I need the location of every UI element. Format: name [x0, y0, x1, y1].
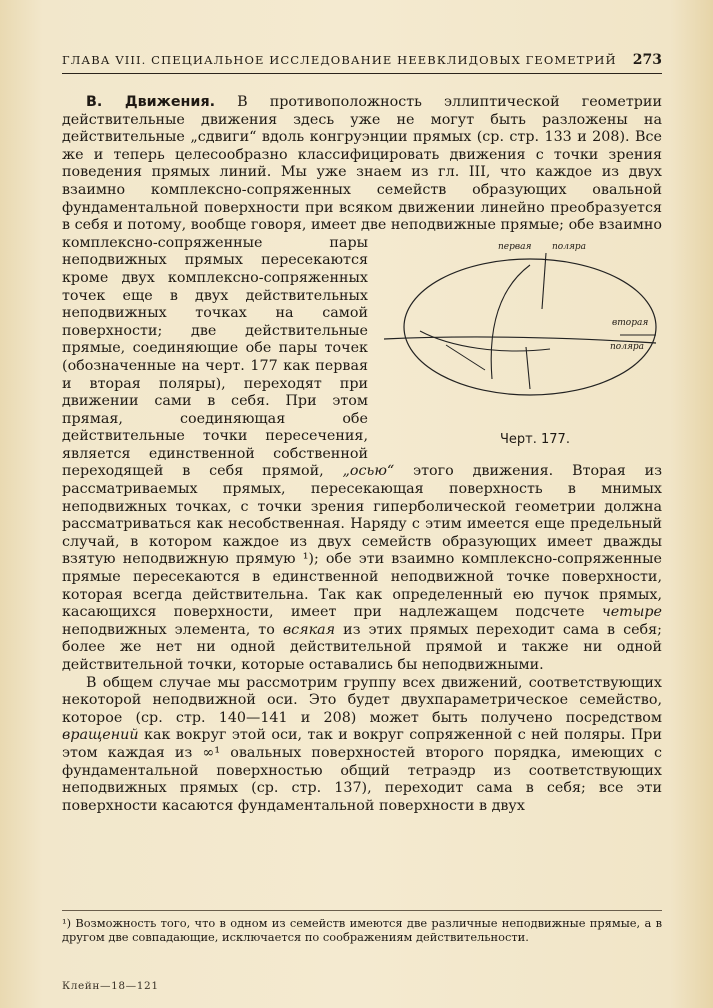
paragraph-1-text-c: ; обе эти взаимно комплексно-сопряженные прямые пересекаются в единственной неподвижной точке поверхности, которая всегда действительна. Так как определенный ею пучок прямых, касающихся поверхности, имеет при надлежащем подсчете [62, 551, 662, 621]
paragraph-1-text-a-continued: обе взаимно комплексно-сопряженные пары неподвижных прямых пересекаются кроме двух комплексно-сопряженных точек еще в двух действительных неподвижных точках на самой поверхности; две действительные прямые, соединяющие обе пары точек (обозначенные на черт. 177 как первая и вторая поляры), переходят при движении сами в себя. При этом прямая, соединяющая обе действительные точки пересечения, является единственной собственной переходящей в себя прямой, [62, 217, 662, 480]
paragraph-1-text-b: этого движения. Вторая из рассматриваемых прямых, пересекающая поверхность в мнимых неподвижных точках, с точки зрения гиперболической геометрии должна рассматриваться как несобственная. Наряду с этим имеется еще предельный случай, в котором каждое из двух семейств образующих имеет дважды взятую неподвижную прямую [62, 463, 662, 568]
body-text [62, 94, 662, 815]
paragraph-1-text-d: неподвижных элемента, то [62, 621, 283, 638]
paragraph-1 [62, 94, 662, 675]
paragraph-2-text-b: как вокруг этой оси, так и вокруг сопряженной с ней поляры. При этом каждая из ∞¹ овальных поверхностей второго порядка, имеющих с фундаментальной поверхностью общий тетраэдр из соответствующих неподвижных прямых (ср. стр. 137), переходит сама в себя; все эти поверхности касаются фундаментальной поверхности в двух [62, 727, 662, 814]
label-polar-right: поляра [610, 341, 645, 352]
paragraph-1-text-a: В противоположность эллиптической геометрии действительные движения здесь уже не могут быть разложены на действительные „сдвиги“ вдоль конгруэнции прямых (ср. стр. 133 и 208). Все же и теперь целесообразно классифицировать движения с точки зрения поведения прямых линий. Мы уже знаем из гл. III, что каждое из двух взаимно комплексно-сопряженных семейств образующих овальной фундаментальной поверхности при всяком движении линейно преобразуется в себя и потому, вообще говоря, имеет две неподвижные прямые; [62, 94, 662, 234]
printer-signature: Клейн—18—121 [62, 980, 159, 992]
label-second: вторая [612, 317, 649, 328]
footnote-reference[interactable]: ¹) [302, 551, 314, 568]
chapter-title: ГЛАВА VIII. СПЕЦИАЛЬНОЕ ИССЛЕДОВАНИЕ НЕЕВКЛИДОВЫХ ГЕОМЕТРИЙ [62, 53, 617, 67]
figure-177 [380, 239, 662, 447]
meridian-curve [491, 265, 530, 379]
paragraph-1-text-e: из этих прямых переходит сама в себя; более же нет ни одной действительной прямой и также ни одной действительной точки, которые оставались бы неподвижными. [62, 621, 662, 673]
figure-caption: Черт. 177. [500, 431, 570, 447]
running-header [62, 52, 662, 68]
first-polar-line [542, 253, 546, 309]
axis-line [526, 347, 530, 389]
paragraph-2 [62, 675, 662, 816]
axis-word: „осью“ [342, 463, 395, 480]
inner-curve [420, 331, 550, 351]
figure-drawing [380, 239, 662, 447]
paragraph-2-text-a: В общем случае мы рассмотрим группу всех движений, соответствующих некоторой неподвижной оси. Это будет двухпараметрическое семейство, которое (ср. стр. 140—141 и 208) может быть получено посредством [62, 674, 662, 726]
section-label: В. Движения. [86, 94, 216, 110]
page-number: 273 [632, 52, 662, 68]
word-any: всякая [282, 621, 336, 638]
footnote-rule [62, 910, 662, 911]
footnote: ¹) Возможность того, что в одном из семейств имеются две различные неподвижные прямые, а в другом две совпадающие, исключается по соображениям действительности. [62, 916, 662, 945]
header-rule [62, 73, 662, 74]
label-polar-top: поляра [552, 241, 587, 252]
word-rotations: вращений [62, 727, 139, 744]
label-first: первая [498, 241, 532, 252]
word-four: четыре [601, 604, 662, 621]
